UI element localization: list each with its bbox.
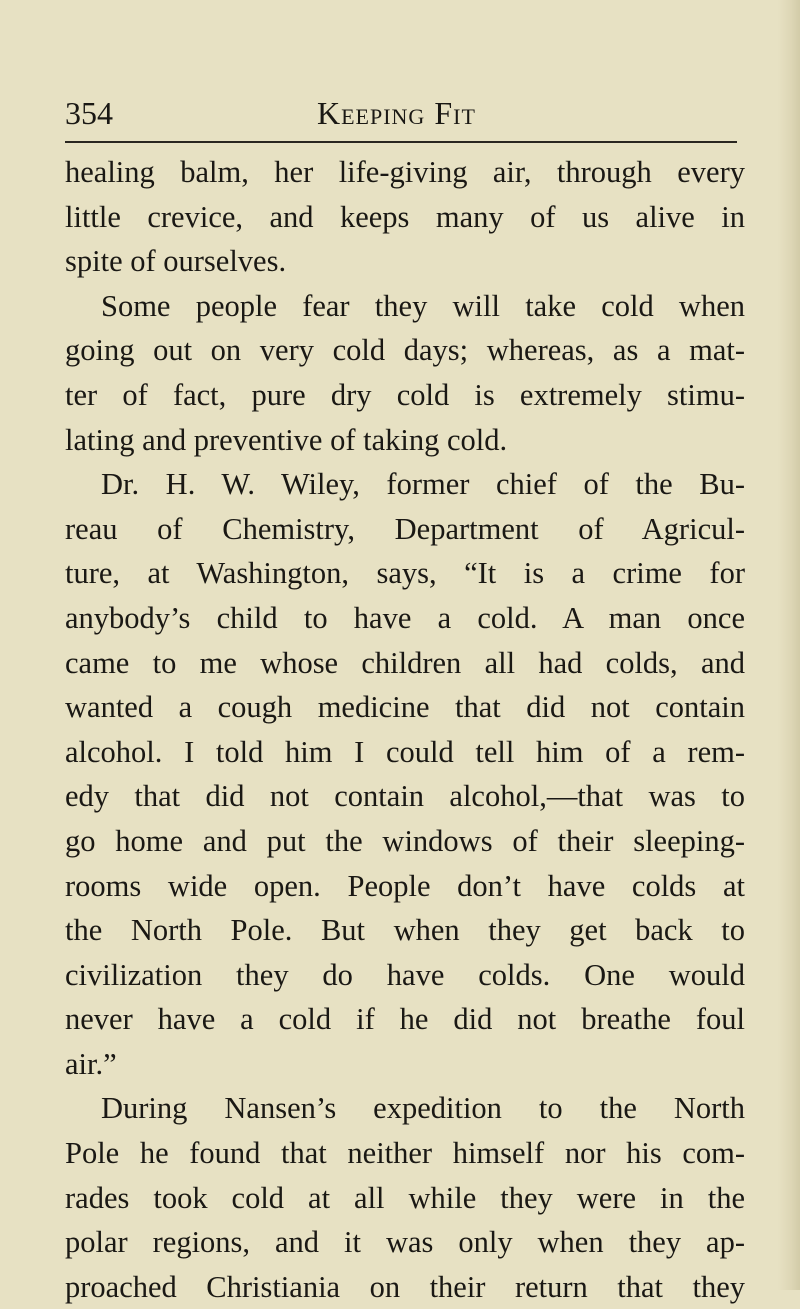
- page-number: 354: [65, 95, 113, 131]
- text-line: little crevice, and keeps many of us alive in: [65, 199, 745, 234]
- text-line: healing balm, her life-giving air, through every: [65, 155, 745, 189]
- text-line: going out on very cold days; whereas, as a mat-: [65, 333, 745, 368]
- text-line: polar regions, and it was only when they ap-: [65, 1225, 745, 1260]
- paragraph-start-line: During Nansen’s expedition to the North: [101, 1091, 745, 1126]
- paragraph-start-line: Some people fear they will take cold when: [101, 288, 745, 323]
- text-line: the North Pole. But when they get back to: [65, 913, 745, 948]
- header-rule: [65, 141, 737, 143]
- paragraph-start-line: Dr. H. W. Wiley, former chief of the Bu-: [101, 467, 745, 502]
- page-edge-shadow: [778, 0, 800, 1290]
- text-line: civilization they do have colds. One would: [65, 957, 745, 992]
- text-line: rooms wide open. People don’t have colds at: [65, 868, 745, 903]
- text-line: go home and put the windows of their sleeping-: [65, 823, 745, 858]
- body-text: [65, 150, 745, 1309]
- text-line: Pole he found that neither himself nor his com-: [65, 1136, 745, 1171]
- text-line: wanted a cough medicine that did not contain: [65, 690, 745, 725]
- text-line: anybody’s child to have a cold. A man once: [65, 600, 745, 635]
- text-line: spite of ourselves.: [65, 244, 287, 279]
- running-head: [65, 93, 737, 133]
- text-line: ture, at Washington, says, “It is a crime for: [65, 556, 745, 591]
- text-line: reau of Chemistry, Department of Agricul-: [65, 511, 745, 546]
- text-line: never have a cold if he did not breathe foul: [65, 1002, 745, 1037]
- text-line: edy that did not contain alcohol,—that was to: [65, 779, 745, 814]
- running-title: Keeping Fit: [317, 95, 476, 131]
- text-line: ter of fact, pure dry cold is extremely stimu-: [65, 377, 745, 412]
- text-line: lating and preventive of taking cold.: [65, 422, 508, 457]
- text-line: alcohol. I told him I could tell him of a rem-: [65, 734, 745, 769]
- text-line: air.”: [65, 1046, 117, 1081]
- text-line: came to me whose children all had colds, and: [65, 645, 745, 680]
- text-line: proached Christiania on their return that they: [65, 1269, 745, 1304]
- text-line: rades took cold at all while they were in the: [65, 1180, 745, 1215]
